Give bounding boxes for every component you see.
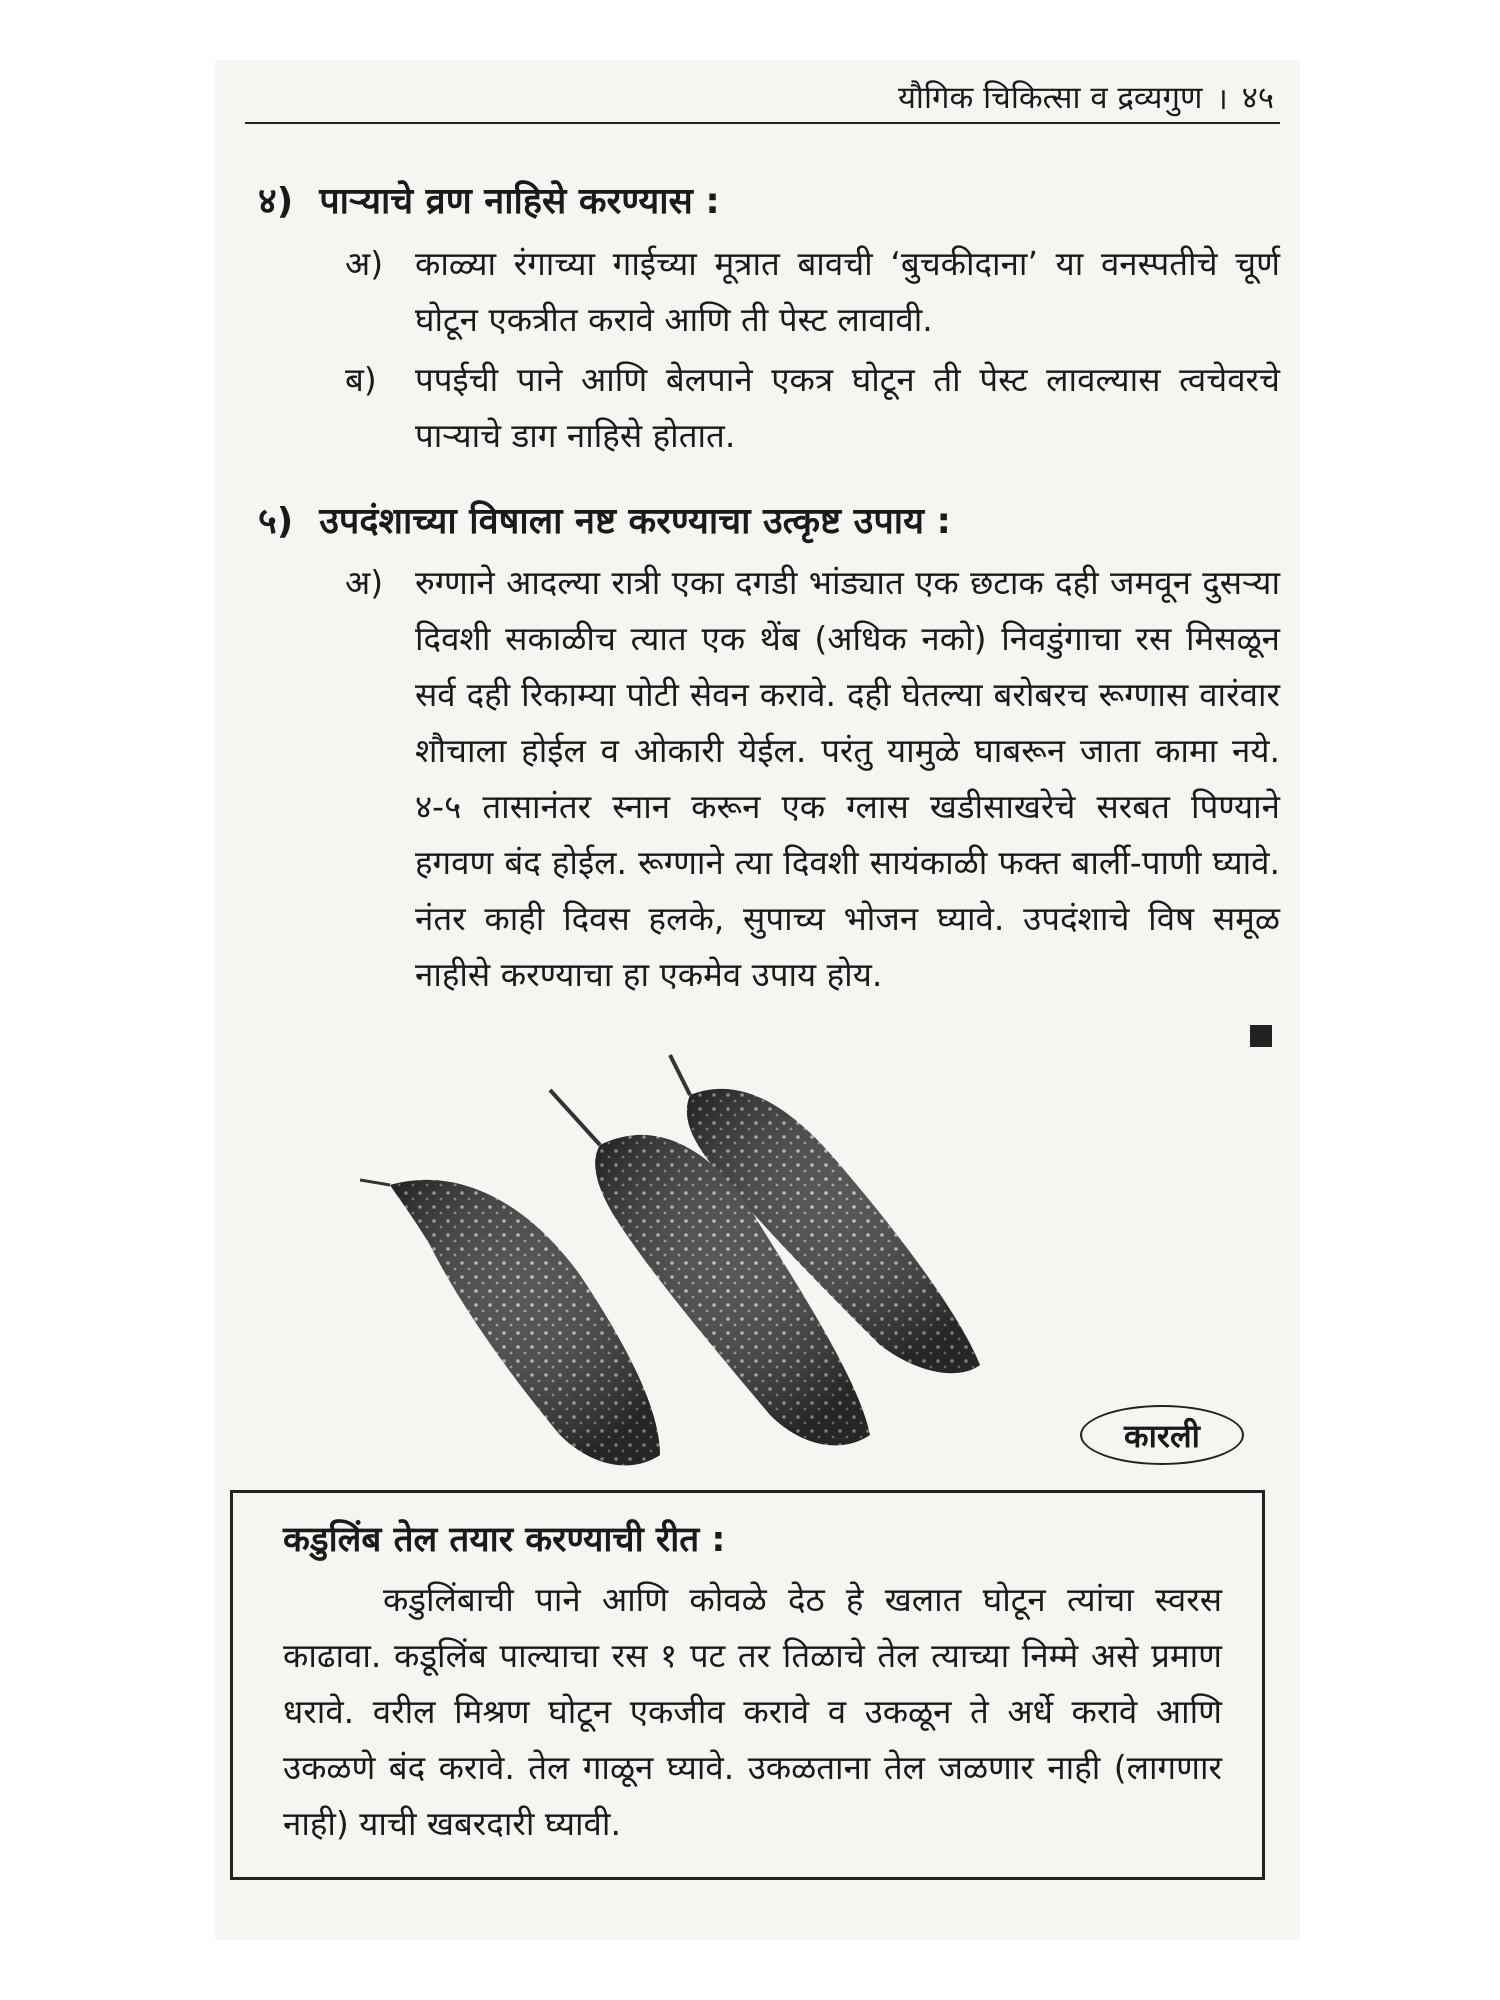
list-item	[345, 352, 1280, 464]
page-number: ४५	[1241, 80, 1274, 116]
running-header	[245, 72, 1280, 124]
recipe-box	[230, 1490, 1265, 1880]
list-item	[345, 555, 1280, 1003]
box-title: कडुलिंब तेल तयार करण्याची रीत :	[283, 1520, 726, 1560]
section-4-heading	[258, 175, 720, 224]
box-body: कडुलिंबाची पाने आणि कोवळे देठ हे खलात घोटून त्यांचा स्वरस काढावा. कडूलिंब पाल्याचा रस १ पट तर तिळाचे तेल त्याच्या निम्मे असे प्रमाण धरावे. वरील मिश्रण घोटून एकजीव करावे व उकळून ते अर्धे करावे आणि उकळणे बंद करावे. तेल गाळून घ्यावे. उकळताना तेल जळणार नाही (लागणार नाही) याची खबरदारी घ्यावी.	[283, 1580, 1222, 1843]
section-number: ५)	[258, 501, 294, 542]
section-title: पाऱ्याचे व्रण नाहिसे करण्यास :	[319, 181, 720, 222]
list-item	[345, 236, 1280, 348]
section-5-heading	[258, 495, 951, 544]
item-text: रुग्णाने आदल्या रात्री एका दगडी भांड्यात एक छटाक दही जमवून दुसऱ्या दिवशी सकाळीच त्यात एक थेंब (अधिक नको) निवडुंगाचा रस मिसळून सर्व दही रिकाम्या पोटी सेवन करावे. दही घेतल्या बरोबरच रूग्णास वारंवार शौचाला होईल व ओकारी येईल. परंतु यामुळे घाबरून जाता कामा नये. ४-५ तासानंतर स्नान करून एक ग्लास खडीसाखरेचे सरबत पिण्याने हगवण बंद होईल. रूग्णाने त्या दिवशी सायंकाळी फक्त बार्ली-पाणी घ्यावे. नंतर काही दिवस हलके, सुपाच्य भोजन घ्यावे. उपदंशाचे विष समूळ नाहीसे करण्याचा हा एकमेव उपाय होय.	[415, 563, 1280, 994]
bitter-gourd-image	[360, 1035, 1080, 1485]
item-label: ब)	[345, 360, 377, 399]
header-title: यौगिक चिकित्सा व द्रव्यगुण	[897, 80, 1203, 116]
image-caption	[1080, 1405, 1244, 1465]
end-mark-square	[1250, 1025, 1272, 1047]
section-number: ४)	[258, 181, 294, 222]
header-separator: ।	[1216, 81, 1228, 117]
item-text: काळ्या रंगाच्या गाईच्या मूत्रात बावची ‘बुचकीदाना’ या वनस्पतीचे चूर्ण घोटून एकत्रीत करावे आणि ती पेस्ट लावावी.	[415, 244, 1280, 339]
item-label: अ)	[345, 244, 384, 283]
section-title: उपदंशाच्या विषाला नष्ट करण्याचा उत्कृष्ट उपाय :	[319, 501, 951, 542]
item-label: अ)	[345, 563, 384, 602]
item-text: पपईची पाने आणि बेलपाने एकत्र घोटून ती पेस्ट लावल्यास त्वचेवरचे पाऱ्याचे डाग नाहिसे होतात.	[415, 360, 1280, 455]
caption-text: कारली	[1124, 1416, 1200, 1455]
